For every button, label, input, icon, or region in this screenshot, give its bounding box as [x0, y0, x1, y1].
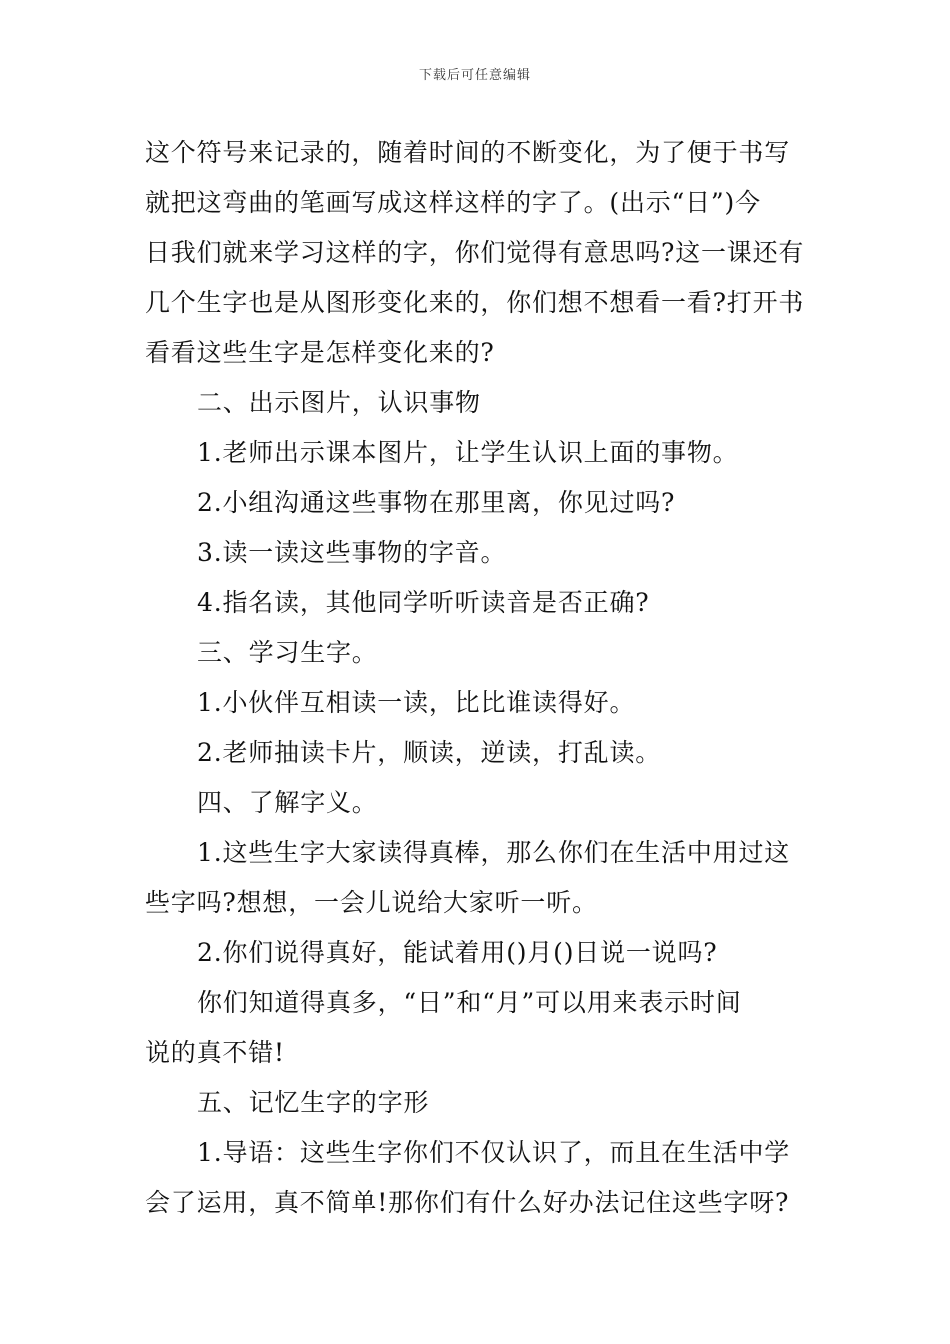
list-item: 4.指名读，其他同学听听读音是否正确?: [197, 588, 650, 617]
list-item: 3.读一读这些事物的字音。: [197, 538, 507, 567]
paragraph-line: 几个生字也是从图形变化来的，你们想不想看一看?打开书: [145, 288, 805, 317]
paragraph-line: 看看这些生字是怎样变化来的?: [145, 338, 495, 367]
paragraph-line: 会了运用，真不简单!那你们有什么好办法记住这些字呀?: [145, 1188, 790, 1217]
paragraph-line: 就把这弯曲的笔画写成这样这样的字了。(出示“日”)今: [145, 188, 761, 217]
list-item: 1.老师出示课本图片，让学生认识上面的事物。: [197, 438, 739, 467]
paragraph-line: 这个符号来记录的，随着时间的不断变化，为了便于书写: [145, 138, 791, 167]
paragraph-line: 说的真不错!: [145, 1038, 285, 1067]
paragraph-line: 日我们就来学习这样的字，你们觉得有意思吗?这一课还有: [145, 238, 805, 267]
list-item: 1.导语：这些生字你们不仅认识了，而且在生活中学: [197, 1138, 791, 1167]
list-item: 1.这些生字大家读得真棒，那么你们在生活中用过这: [197, 838, 791, 867]
section-heading: 四、了解字义。: [197, 788, 378, 817]
section-heading: 二、出示图片，认识事物: [197, 388, 481, 417]
paragraph-line: 你们知道得真多，“日”和“月”可以用来表示时间: [197, 988, 742, 1017]
section-heading: 三、学习生字。: [197, 638, 378, 667]
document-body: [145, 128, 810, 1228]
page-header: 下载后可任意编辑: [418, 68, 531, 83]
list-item: 2.小组沟通这些事物在那里离，你见过吗?: [197, 488, 676, 517]
section-heading: 五、记忆生字的字形: [197, 1088, 430, 1117]
paragraph-line: 些字吗?想想，一会儿说给大家听一听。: [145, 888, 598, 917]
list-item: 2.你们说得真好，能试着用()月()日说一说吗?: [197, 938, 718, 967]
list-item: 1.小伙伴互相读一读，比比谁读得好。: [197, 688, 636, 717]
list-item: 2.老师抽读卡片，顺读，逆读，打乱读。: [197, 738, 662, 767]
